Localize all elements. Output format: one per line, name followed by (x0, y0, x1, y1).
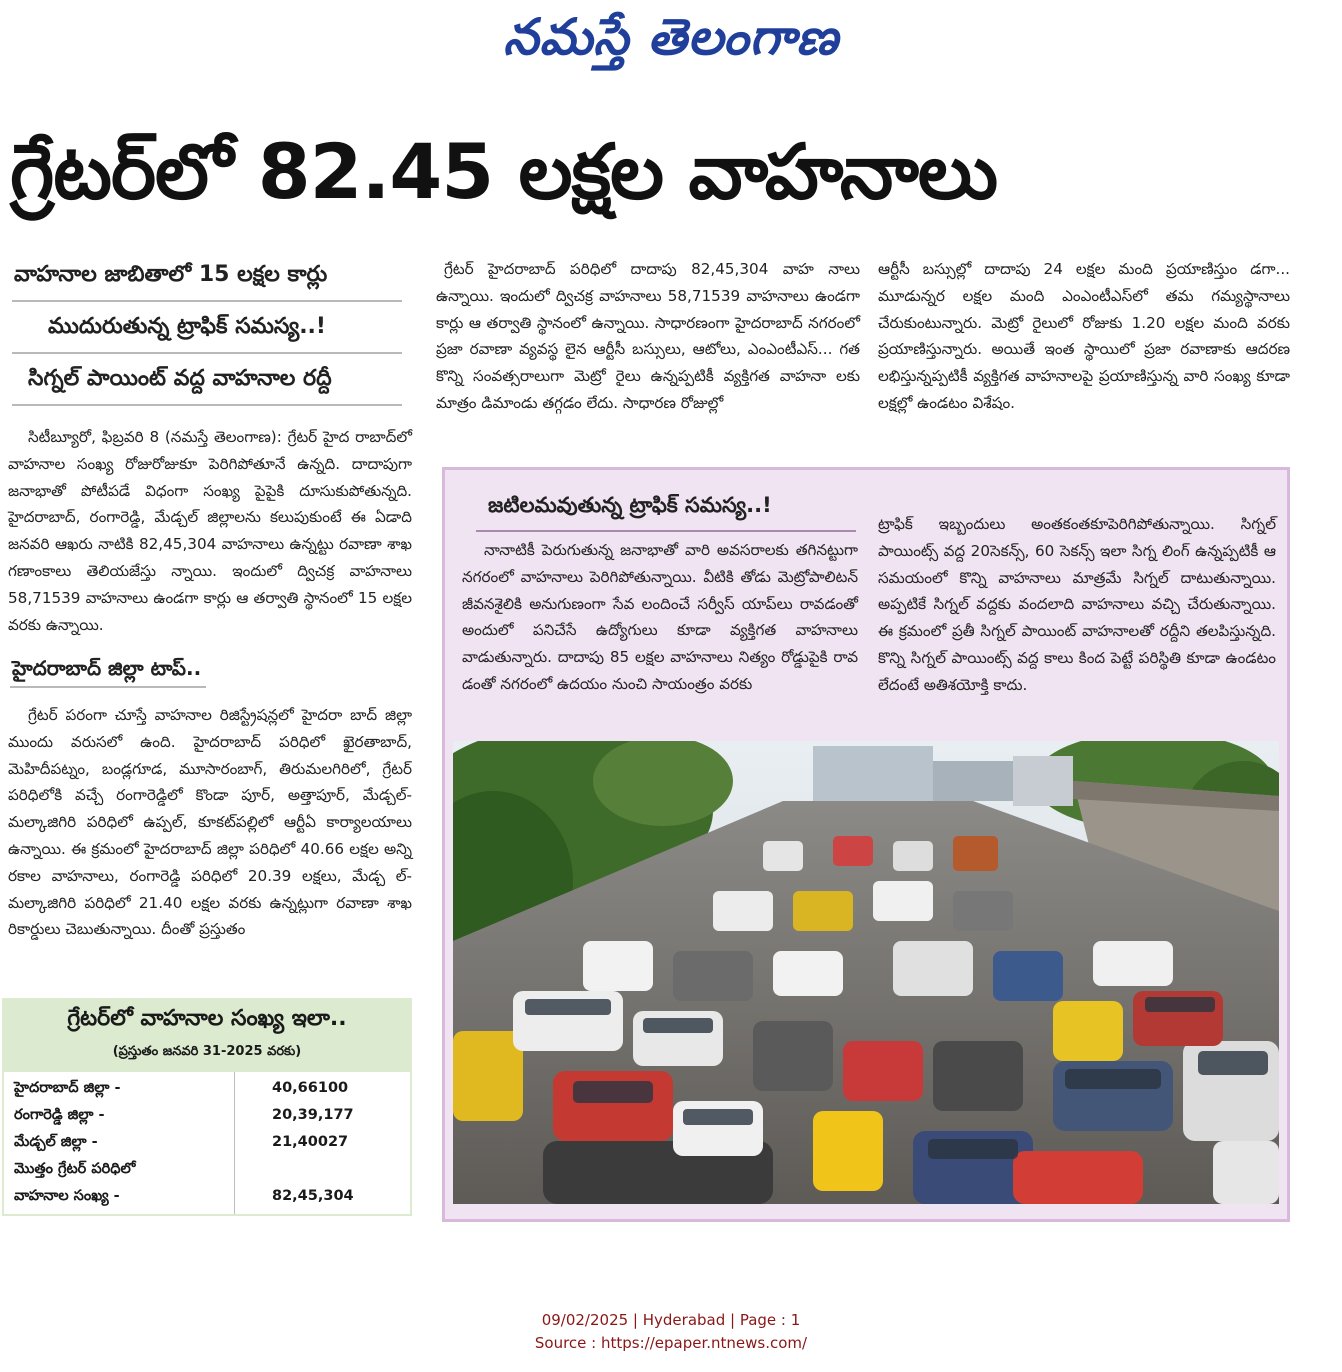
footer-source: Source : https://epaper.ntnews.com/ (534, 1334, 808, 1352)
box-heading: జటిలమవుతున్న ట్రాఫిక్ సమస్య..! (488, 493, 772, 517)
box-left-text: నానాటికీ పెరుగుతున్న జనాభాతో వారి అవసరాలకు తగినట్టుగా నగరంలో వాహనాలు పెరిగిపోతున్నాయి. వీటికి తోడు మెట్రోపాలిటన్ జీవనశైలికి అనుగుణంగా సేవ లందించే సర్వీస్ యాప్‌లు రావడంతో అందులో పనిచేసే ఉద్యోగులు కూడా వ్యక్తిగత వాహనాలు వాడుతున్నారు. దాదాపు 85 లక్షల వాహనాలు నిత్యం రోడ్డుపైకి రావ డంతో నగరంలో ఉదయం నుంచి సాయంత్రం వరకు (462, 541, 858, 693)
table-note: (ప్రస్తుతం జనవరి 31-2025 వరకు) (112, 1044, 302, 1059)
table-row-value: 40,66100 (272, 1080, 349, 1096)
table-row-value: 21,40027 (272, 1134, 349, 1150)
masthead-logo: నమస్తే తెలంగాణ (503, 8, 839, 66)
table-title: గ్రేటర్‌లో వాహనాల సంఖ్య ఇలా.. (67, 1006, 347, 1031)
box-right-text: ట్రాఫిక్ ఇబ్బందులు అంతకంతకూపెరిగిపోతున్నాయి. సిగ్నల్ పాయింట్స్ వద్ద 20సెకన్స్, 60 సెకన్స్ ఇలా సిగ్న లింగ్ ఉన్నప్పటికీ ఆ సమయంలో కొన్ని వాహనాలు మాత్రమే సిగ్నల్ దాటుతున్నాయి. అప్పటికే సిగ్నల్ వద్దకు వందలాది వాహనాలు వచ్చి చేరుతున్నాయి. ఈ క్రమంలో ప్రతీ సిగ్నల్ పాయింట్ వాహనాలతో రద్దీని తలపిస్తున్నది. కొన్ని సిగ్నల్ పాయింట్స్ వద్ద కాలు కింద పెట్టే పరిస్థితి కూడా ఉండటం లేదంటే అతిశయోక్తి కాదు. (878, 515, 1276, 694)
table-row-label: రంగారెడ్డి జిల్లా - (14, 1107, 105, 1123)
table-row-label: వాహనాల సంఖ్య - (14, 1188, 120, 1204)
table-row-value: 82,45,304 (272, 1188, 354, 1204)
left-column-para1: సిటీబ్యూరో, ఫిబ్రవరి 8 (నమస్తే తెలంగాణ): గ్రేటర్ హైద రాబాద్‌లో వాహనాల సంఖ్య రోజురోజుకూ పెరిగిపోతూనే ఉన్నది. దాదాపుగా జనాభాతో పోటీపడే విధంగా సంఖ్య పైపైకి దూసుకుపోతున్నది. హైదరాబాద్, రంగారెడ్డి, మేడ్చల్ జిల్లాలను కలుపుకుంటే ఈ ఏడాది జనవరి ఆఖరు నాటికి 82,45,304 వాహనాలు ఉన్నట్టు రవాణా శాఖ గణాంకాలు తెలియజేస్తు న్నాయి. ఇందులో ద్విచక్ర వాహనాలు 58,71539 వాహనాలు ఉండగా కార్లు ఆ తర్వాతి స్థానంలో 15 లక్షల వరకు ఉన్నాయి. (8, 428, 412, 634)
traffic-photo (453, 741, 1279, 1204)
table-row-label: హైదరాబాద్ జిల్లా - (14, 1080, 121, 1096)
subhead-signal: సిగ్నల్ పాయింట్ వద్ద వాహనాల రద్దీ (28, 366, 332, 391)
main-headline: గ్రేటర్‌లో 82.45 లక్షల వాహనాలు (10, 127, 998, 216)
vehicle-count-table (2, 998, 412, 1216)
footer-dateline: 09/02/2025 | Hyderabad | Page : 1 (541, 1311, 801, 1329)
divider (12, 300, 402, 302)
table-row-label: మొత్తం గ్రేటర్ పరిధిలో (14, 1161, 136, 1177)
middle-column-text: గ్రేటర్ హైదరాబాద్ పరిధిలో దాదాపు 82,45,304 వాహ నాలు ఉన్నాయి. ఇందులో ద్విచక్ర వాహనాలు 58,71539 వాహనాలు ఉండగా కార్లు ఆ తర్వాతి స్థానంలో ఉన్నాయి. సాధారణంగా హైదరాబాద్ నగరంలో ప్రజా రవాణా వ్యవస్థ లైన ఆర్టీసీ బస్సులు, ఆటోలు, ఎంఎంటీఎస్... గత కొన్ని సంవత్సరాలుగా మెట్రో రైలు ఉన్నప్పటికీ వ్యక్తిగత వాహనా లకు మాత్రం డిమాండు తగ్గడం లేదు. సాధారణ రోజుల్లో (436, 260, 860, 412)
table-body (2, 1070, 412, 1216)
subhead-cars: వాహనాల జాబితాలో 15 లక్షల కార్లు (14, 262, 328, 287)
table-divider (234, 1072, 235, 1214)
divider (476, 530, 856, 532)
table-row-value: 20,39,177 (272, 1107, 354, 1123)
subhead-traffic: ముదురుతున్న ట్రాఫిక్ సమస్య..! (48, 314, 326, 339)
divider (12, 352, 402, 354)
table-row-label: మేడ్చల్ జిల్లా - (14, 1134, 98, 1150)
right-column-text: ఆర్టీసీ బస్సుల్లో దాదాపు 24 లక్షల మంది ప్రయాణిస్తుం డగా... మూడున్నర లక్షల మంది ఎంఎంటీఎస్‌లో తమ గమ్యస్థానాలు చేరుకుంటున్నారు. మెట్రో రైలులో రోజుకు 1.20 లక్షల మంది వరకు ప్రయాణిస్తున్నారు. అయితే ఇంత స్థాయిలో ప్రజా రవాణాకు ఆదరణ లభిస్తున్నప్పటికీ వ్యక్తిగత వాహనాలపై ప్రయాణిస్తున్న వారి సంఖ్య కూడా లక్షల్లో ఉండటం విశేషం. (878, 260, 1290, 412)
left-column-subhead: హైదరాబాద్ జిల్లా టాప్.. (12, 656, 202, 680)
left-column-para2: గ్రేటర్ పరంగా చూస్తే వాహనాల రిజిస్ట్రేషన్లలో హైదరా బాద్ జిల్లా ముందు వరుసలో ఉంది. హైదరాబాద్ పరిధిలో ఖైరతాబాద్, మెహిదీపట్నం, బండ్లగూడ, మూసారంబాగ్, తిరుమలగిరిలో, గ్రేటర్ పరిధిలోకి వచ్చే రంగారెడ్డిలో కొండా పూర్, అత్తాపూర్, మేడ్చల్-మల్కాజిగిరి పరిధిలో ఉప్పల్, కూకట్‌పల్లిలో ఆర్టీఏ కార్యాలయాలు ఉన్నాయి. ఈ క్రమంలో హైదరాబాద్ జిల్లా పరిధిలో 40.66 లక్షల అన్ని రకాల వాహనాలు, రంగారెడ్డి పరిధిలో 20.39 లక్షలు, మేడ్చ ల్-మల్కాజిగిరి పరిధిలో 21.40 లక్షల వరకు ఉన్నట్లుగా రవాణా శాఖ రికార్డులు చెబుతున్నాయి. దీంతో ప్రస్తుతం (8, 706, 412, 939)
divider (10, 686, 206, 688)
divider (12, 404, 402, 406)
